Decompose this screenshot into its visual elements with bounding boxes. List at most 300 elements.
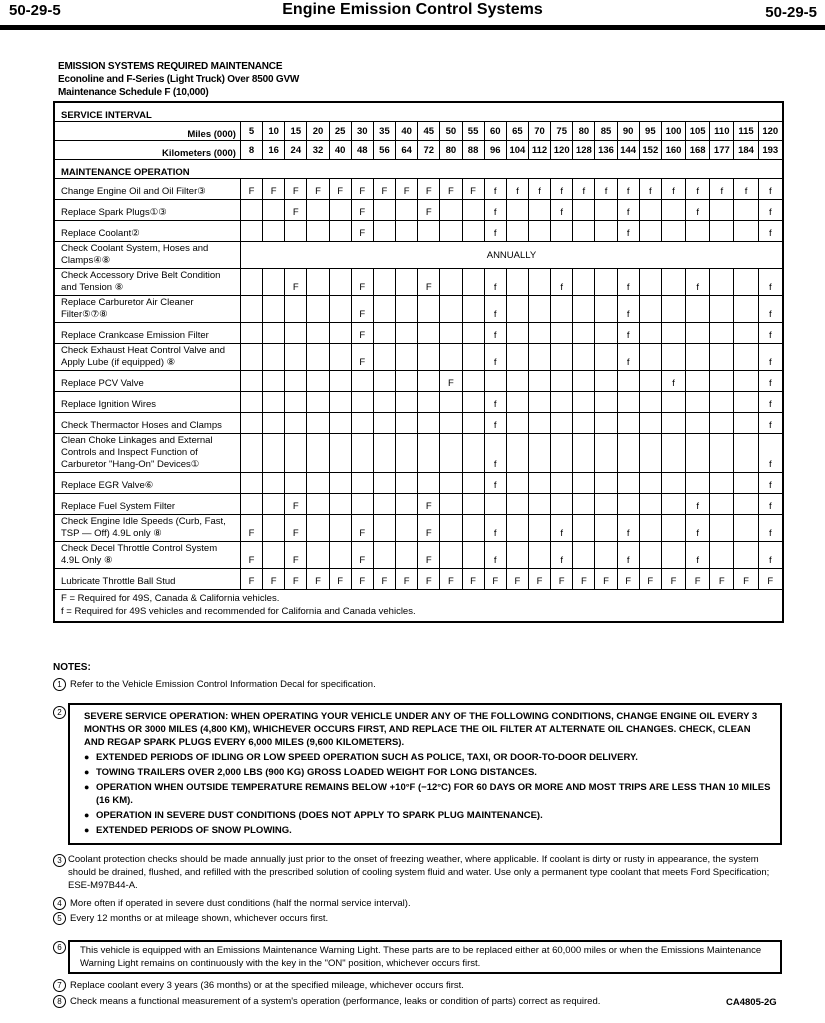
service-interval-heading: SERVICE INTERVAL [54,102,783,122]
kilometers-value: 56 [373,141,395,160]
schedule-cell: F [285,569,307,590]
notes-heading: NOTES: [53,662,91,673]
schedule-cell [661,473,685,494]
schedule-cell [263,542,285,569]
schedule-cell: f [758,434,783,473]
operation-label: Replace Coolant② [54,221,240,242]
schedule-cell: f [686,494,710,515]
schedule-cell [551,323,573,344]
schedule-row [54,371,783,392]
schedule-row [54,344,783,371]
schedule-cell [639,473,661,494]
schedule-cell [686,413,710,434]
schedule-cell [329,221,351,242]
kilometers-value: 48 [351,141,373,160]
schedule-cell [396,200,418,221]
schedule-cell: F [440,569,462,590]
schedule-cell [573,434,595,473]
schedule-cell [506,323,528,344]
schedule-cell [686,473,710,494]
schedule-cell [595,269,617,296]
miles-value: 5 [240,122,262,141]
note-8-marker: 8 [53,995,66,1008]
schedule-cell [595,344,617,371]
kilometers-value: 177 [710,141,734,160]
schedule-cell: f [758,269,783,296]
schedule-cell: f [758,344,783,371]
schedule-cell [617,434,639,473]
schedule-cell [440,296,462,323]
maintenance-schedule-table [53,101,784,623]
kilometers-value: 72 [418,141,440,160]
schedule-cell: F [263,569,285,590]
schedule-cell: f [617,221,639,242]
schedule-cell [573,515,595,542]
schedule-cell [440,344,462,371]
miles-value: 30 [351,122,373,141]
schedule-cell [595,542,617,569]
schedule-cell [329,515,351,542]
kilometers-value: 152 [639,141,661,160]
schedule-cell [307,413,329,434]
schedule-cell: f [484,515,506,542]
note-7-text: Replace coolant every 3 years (36 months) or at the specified mileage, whichever occurs first. [70,980,464,992]
schedule-cell: F [240,179,262,200]
schedule-cell: F [240,542,262,569]
schedule-cell: f [484,221,506,242]
schedule-cell: f [551,515,573,542]
schedule-cell: F [285,515,307,542]
schedule-cell [263,323,285,344]
schedule-cell [373,200,395,221]
schedule-cell [595,371,617,392]
note-6-text: This vehicle is equipped with an Emissions Maintenance Warning Light. These parts are to be replaced either at 60,000 miles or when the Emissions Maintenance Warning Light remains on continuously with the key in the "ON" position, whichever occurs first. [80,945,762,969]
schedule-cell [595,221,617,242]
schedule-cell [639,515,661,542]
schedule-cell [734,542,758,569]
miles-value: 55 [462,122,484,141]
schedule-cell [617,392,639,413]
schedule-cell: f [551,269,573,296]
severe-service-item: ● TOWING TRAILERS OVER 2,000 LBS (900 KG) GROSS LOADED WEIGHT FOR LONG DISTANCES. [84,766,772,779]
miles-value: 105 [686,122,710,141]
schedule-cell [528,200,550,221]
schedule-cell [440,269,462,296]
figure-id: CA4805-2G [726,997,777,1008]
schedule-cell [551,494,573,515]
note-5 [53,912,773,925]
schedule-cell: f [484,542,506,569]
schedule-cell [263,221,285,242]
kilometers-value: 128 [573,141,595,160]
kilometers-value: 160 [661,141,685,160]
schedule-cell [639,542,661,569]
operation-label: Lubricate Throttle Ball Stud [54,569,240,590]
kilometers-value: 64 [396,141,418,160]
schedule-cell [462,344,484,371]
schedule-cell [351,473,373,494]
schedule-cell [506,413,528,434]
schedule-cell [373,494,395,515]
kilometers-value: 8 [240,141,262,160]
schedule-cell [639,323,661,344]
schedule-cell: f [484,269,506,296]
severe-service-box [68,703,782,845]
schedule-cell [396,221,418,242]
legend-row [54,590,783,623]
schedule-cell [528,413,550,434]
schedule-cell [307,434,329,473]
schedule-cell [617,494,639,515]
schedule-row [54,413,783,434]
schedule-cell [307,392,329,413]
schedule-cell: f [758,296,783,323]
schedule-cell [661,494,685,515]
legend-recommended: f = Required for 49S vehicles and recommended for California and Canada vehicles. [61,606,416,617]
schedule-cell [240,269,262,296]
schedule-cell [551,392,573,413]
schedule-row [54,434,783,473]
schedule-cell [734,473,758,494]
schedule-cell [307,371,329,392]
schedule-cell: F [307,179,329,200]
schedule-cell [617,413,639,434]
schedule-row [54,542,783,569]
schedule-row [54,179,783,200]
miles-value: 70 [528,122,550,141]
schedule-cell: F [396,569,418,590]
miles-value: 25 [329,122,351,141]
miles-value: 45 [418,122,440,141]
schedule-cell: f [734,179,758,200]
schedule-cell [396,371,418,392]
schedule-cell [462,269,484,296]
schedule-cell [418,344,440,371]
schedule-cell [595,413,617,434]
schedule-row [54,473,783,494]
kilometers-value: 16 [263,141,285,160]
schedule-cell: f [617,323,639,344]
schedule-cell: f [484,179,506,200]
schedule-cell: F [462,569,484,590]
schedule-cell: F [373,179,395,200]
schedule-cell [617,473,639,494]
schedule-cell [396,392,418,413]
note-3-text: Coolant protection checks should be made annually just prior to the onset of freezing weather, where applicable. If coolant is dirty or rusty in appearance, the system should be drained, flushed, and refilled with the prescribed solution of cooling system fluid and water. Use only a permanent type coolant that meets Ford Specification; ESE-M97B44-A. [68,854,770,891]
schedule-cell: f [758,542,783,569]
operation-label: Check Thermactor Hoses and Clamps [54,413,240,434]
schedule-cell [551,296,573,323]
schedule-cell [307,296,329,323]
kilometers-row [54,141,783,160]
schedule-cell [734,200,758,221]
schedule-cell [639,371,661,392]
schedule-cell [240,434,262,473]
schedule-cell [263,296,285,323]
kilometers-value: 144 [617,141,639,160]
schedule-cell [506,515,528,542]
legend [54,590,783,623]
kilometers-value: 96 [484,141,506,160]
schedule-cell: f [758,413,783,434]
miles-value: 20 [307,122,329,141]
severe-service-item: ● EXTENDED PERIODS OF SNOW PLOWING. [84,824,772,837]
schedule-cell [710,392,734,413]
operation-label: Replace Fuel System Filter [54,494,240,515]
schedule-cell [573,473,595,494]
schedule-cell [506,494,528,515]
schedule-cell: F [351,221,373,242]
schedule-cell: F [418,569,440,590]
schedule-cell: f [639,179,661,200]
schedule-cell [639,344,661,371]
kilometers-value: 112 [528,141,550,160]
schedule-cell [329,413,351,434]
operation-label: Check Coolant System, Hoses and Clamps④⑧ [54,242,240,269]
schedule-cell: f [484,392,506,413]
schedule-cell: F [351,179,373,200]
schedule-cell: f [617,515,639,542]
schedule-cell [484,371,506,392]
severe-service-intro: SEVERE SERVICE OPERATION: WHEN OPERATING YOUR VEHICLE UNDER ANY OF THE FOLLOWING CONDITIONS, CHANGE ENGINE OIL EVERY 3 MONTHS OR 3000 MILES (4,800 KM), WHICHEVER OCCURS FIRST, AND REPLACE THE OIL FILTER AT ALTERNATE OIL CHANGES. CHECK, CLEAN AND REGAP SPARK PLUGS EVERY 6,000 MILES (9,600 KILOMETERS). [84,711,758,748]
legend-required: F = Required for 49S, Canada & California vehicles. [61,593,280,604]
schedule-cell: f [617,269,639,296]
schedule-cell [373,344,395,371]
schedule-cell [396,515,418,542]
note-1-text: Refer to the Vehicle Emission Control Information Decal for specification. [70,679,376,691]
schedule-cell: F [285,542,307,569]
schedule-cell [573,296,595,323]
schedule-cell [551,473,573,494]
schedule-cell [285,371,307,392]
kilometers-value: 120 [551,141,573,160]
schedule-cell [263,434,285,473]
schedule-cell [329,269,351,296]
schedule-cell [462,296,484,323]
schedule-cell [528,494,550,515]
schedule-cell: f [686,515,710,542]
schedule-cell [285,473,307,494]
schedule-cell [263,413,285,434]
miles-value: 35 [373,122,395,141]
schedule-cell: f [551,179,573,200]
schedule-cell [462,221,484,242]
schedule-cell [351,371,373,392]
schedule-cell [734,269,758,296]
schedule-cell [551,221,573,242]
operation-label: Replace Spark Plugs①③ [54,200,240,221]
note-4 [53,897,773,910]
schedule-cell [595,323,617,344]
schedule-row [54,515,783,542]
schedule-cell [440,434,462,473]
schedule-cell [285,392,307,413]
schedule-cell [285,434,307,473]
schedule-row [54,323,783,344]
maintenance-operation-heading: MAINTENANCE OPERATION [54,160,783,179]
note-8 [53,995,733,1008]
schedule-cell [418,323,440,344]
schedule-cell: F [418,542,440,569]
schedule-cell [551,371,573,392]
schedule-cell [661,434,685,473]
operation-label: Replace Carburetor Air Cleaner Filter⑤⑦⑧ [54,296,240,323]
schedule-cell [595,392,617,413]
schedule-cell [661,542,685,569]
schedule-cell [263,473,285,494]
kilometers-value: 40 [329,141,351,160]
schedule-cell [506,392,528,413]
schedule-cell [307,200,329,221]
kilometers-value: 80 [440,141,462,160]
schedule-cell [528,221,550,242]
severe-service-item: ● OPERATION IN SEVERE DUST CONDITIONS (DOES NOT APPLY TO SPARK PLUG MAINTENANCE). [84,809,772,822]
schedule-cell: f [484,296,506,323]
schedule-cell [661,413,685,434]
maintenance-operation-row [54,160,783,179]
schedule-cell [528,434,550,473]
schedule-cell: F [418,200,440,221]
kilometers-value: 32 [307,141,329,160]
schedule-cell: F [506,569,528,590]
service-interval-row [54,102,783,122]
schedule-cell [710,434,734,473]
schedule-cell: f [484,413,506,434]
page-number-left: 50-29-5 [9,2,61,19]
schedule-cell: f [758,323,783,344]
schedule-cell [528,392,550,413]
operation-label: Replace EGR Valve⑥ [54,473,240,494]
note-4-marker: 4 [53,897,66,910]
schedule-cell [506,542,528,569]
schedule-cell [373,434,395,473]
schedule-cell [329,371,351,392]
schedule-cell [462,200,484,221]
schedule-cell [573,323,595,344]
schedule-cell [307,515,329,542]
schedule-cell [528,542,550,569]
schedule-cell [710,200,734,221]
schedule-cell: F [263,179,285,200]
schedule-cell [329,344,351,371]
schedule-cell [418,434,440,473]
schedule-cell [440,542,462,569]
schedule-cell: F [351,269,373,296]
schedule-cell [440,323,462,344]
schedule-cell [573,344,595,371]
schedule-cell [307,344,329,371]
schedule-cell: f [617,542,639,569]
schedule-cell: f [484,344,506,371]
schedule-cell [440,494,462,515]
schedule-cell: f [661,179,685,200]
schedule-cell [710,494,734,515]
schedule-cell [396,323,418,344]
miles-value: 10 [263,122,285,141]
schedule-cell [418,473,440,494]
miles-value: 100 [661,122,685,141]
schedule-cell: f [758,371,783,392]
schedule-cell [329,494,351,515]
note-7 [53,979,773,992]
schedule-cell [462,371,484,392]
operation-label: Replace Crankcase Emission Filter [54,323,240,344]
severe-service-item: ● EXTENDED PERIODS OF IDLING OR LOW SPEED OPERATION SUCH AS POLICE, TAXI, OR DOOR-TO-DOOR DELIVERY. [84,751,772,764]
schedule-cell: f [484,323,506,344]
schedule-cell [506,473,528,494]
schedule-cell: f [617,200,639,221]
schedule-cell: F [710,569,734,590]
schedule-cell: f [551,542,573,569]
schedule-cell: f [758,473,783,494]
schedule-cell [734,296,758,323]
schedule-cell [240,296,262,323]
schedule-cell [661,200,685,221]
schedule-cell [686,371,710,392]
schedule-cell [462,323,484,344]
schedule-cell [506,434,528,473]
schedule-cell [440,200,462,221]
schedule-cell: F [639,569,661,590]
schedule-cell [396,473,418,494]
schedule-cell [263,344,285,371]
schedule-cell [710,269,734,296]
schedule-cell: F [418,269,440,296]
schedule-cell [506,221,528,242]
schedule-cell [551,413,573,434]
schedule-cell: F [351,515,373,542]
schedule-cell [240,473,262,494]
schedule-cell [373,392,395,413]
schedule-cell [373,515,395,542]
schedule-cell: f [758,494,783,515]
operation-label: Check Decel Throttle Control System 4.9L Only ⑧ [54,542,240,569]
schedule-cell [307,542,329,569]
schedule-cell [639,221,661,242]
schedule-cell [351,434,373,473]
schedule-cell [351,392,373,413]
schedule-cell [639,269,661,296]
schedule-cell [639,296,661,323]
schedule-cell [240,371,262,392]
table-title: EMISSION SYSTEMS REQUIRED MAINTENANCE [58,61,283,72]
schedule-cell [734,371,758,392]
schedule-cell: F [573,569,595,590]
note-2-marker: 2 [53,706,66,719]
miles-value: 115 [734,122,758,141]
schedule-cell [351,494,373,515]
schedule-cell: f [686,269,710,296]
schedule-cell: f [551,200,573,221]
schedule-cell [396,434,418,473]
schedule-cell: F [418,494,440,515]
schedule-cell: F [285,269,307,296]
schedule-cell: f [617,179,639,200]
schedule-cell [661,344,685,371]
schedule-cell [240,221,262,242]
schedule-cell [440,392,462,413]
schedule-cell [734,434,758,473]
schedule-cell [573,542,595,569]
schedule-cell [285,344,307,371]
schedule-cell [240,200,262,221]
schedule-cell: F [351,296,373,323]
schedule-cell [734,413,758,434]
schedule-cell [686,221,710,242]
operation-label: Replace PCV Valve [54,371,240,392]
kilometers-value: 24 [285,141,307,160]
schedule-cell [710,515,734,542]
